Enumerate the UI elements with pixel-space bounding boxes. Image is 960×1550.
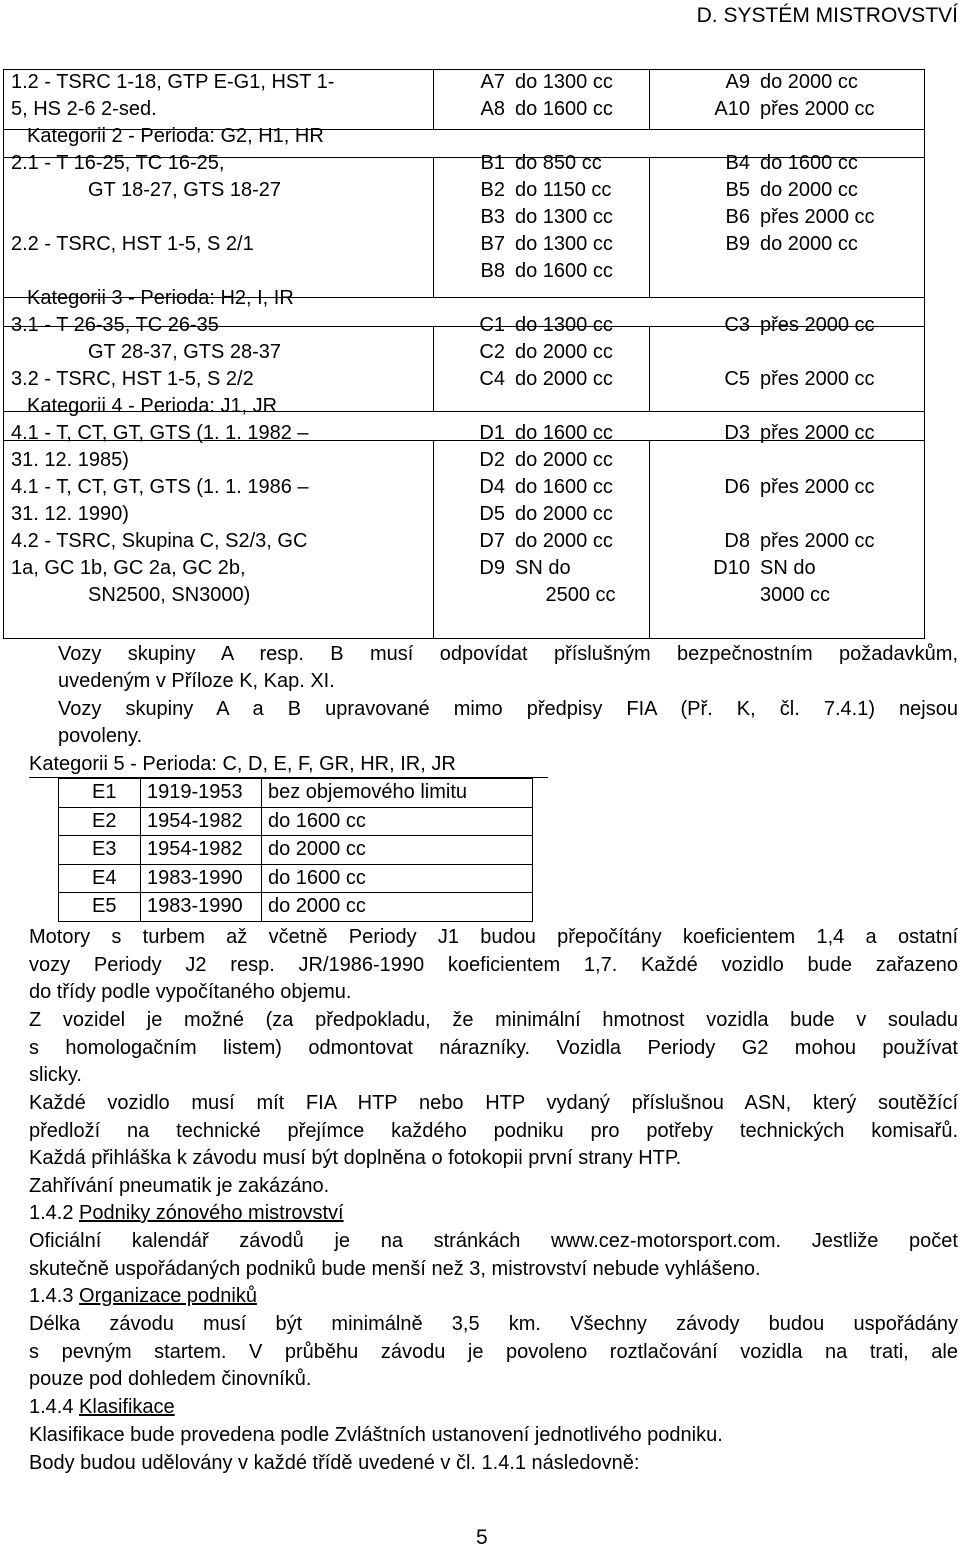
class-code: C4 [479, 368, 505, 390]
class-code [648, 393, 758, 420]
class-row [3, 150, 925, 177]
text-line: Motory s turbem až včetně Periody J1 budou přepočítány koeficientem 1,4 a ostatní [29, 926, 958, 948]
class-code: B3 [480, 206, 505, 228]
class-volume [758, 339, 925, 366]
class-volume: 3000 cc [760, 584, 831, 606]
class-desc: 1a, GC 1b, GC 2a, GC 2b, [11, 557, 246, 579]
text-line: předloží na technické přejímce každého podniku pro potřeby technických komisařů. [29, 1119, 958, 1142]
text-line: Každá přihláška k závodu musí být doplněna o fotokopii první strany HTP. [29, 1147, 682, 1170]
class-row [3, 177, 925, 204]
class-code [648, 285, 758, 312]
class-volume: přes 2000 cc [760, 476, 875, 498]
class-desc: 3.2 - TSRC, HST 1-5, S 2/2 [11, 368, 254, 390]
period-years: 1954-1982 [141, 836, 262, 865]
class-volume: do 2000 cc [515, 368, 613, 390]
class-row [3, 366, 925, 393]
class-code [433, 285, 513, 312]
class-volume: do 2000 cc [515, 341, 613, 363]
class-row [3, 231, 925, 258]
class-code: A8 [480, 98, 505, 120]
section-1-4-4-heading: 1.4.4 Klasifikace [29, 1396, 175, 1418]
category-5-row [59, 893, 533, 922]
class-volume: do 1600 cc [515, 260, 613, 282]
class-row [3, 96, 925, 123]
text-line: pouze pod dohledem činovníků. [29, 1368, 312, 1391]
class-volume: do 1300 cc [515, 314, 613, 336]
class-code [648, 582, 758, 609]
class-code: D10 [713, 557, 750, 579]
class-code: A7 [480, 71, 505, 93]
text-line: Body budou udělovány v každé třídě uvedené v čl. 1.4.1 následovně: [29, 1451, 640, 1474]
class-row [3, 420, 925, 447]
class-volume [513, 393, 648, 420]
class-code: B9 [725, 233, 750, 255]
class-row [3, 447, 925, 474]
class-volume: do 2000 cc [760, 71, 858, 93]
class-row [3, 528, 925, 555]
class-desc: 2.1 - T 16-25, TC 16-25, [11, 152, 225, 174]
class-desc: 5, HS 2-6 2-sed. [11, 98, 157, 120]
class-volume: do 1300 cc [515, 71, 613, 93]
paragraph-classification [29, 1422, 958, 1477]
class-row [3, 582, 925, 609]
section-1-4-2-heading: 1.4.2 Podniky zónového mistrovství [29, 1202, 344, 1224]
period-volume: do 1600 cc [262, 864, 533, 893]
class-volume [758, 285, 925, 312]
period-volume: do 2000 cc [262, 836, 533, 865]
class-volume: SN do [515, 557, 571, 579]
period-code: E3 [59, 836, 141, 865]
class-volume [513, 123, 648, 150]
class-code [648, 123, 758, 150]
category-5-table [58, 778, 533, 922]
class-volume [758, 501, 925, 528]
category-5-row [59, 779, 533, 808]
class-desc: 3.1 - T 26-35, TC 26-35 [11, 314, 219, 336]
period-years: 1983-1990 [141, 893, 262, 922]
class-table [3, 69, 925, 609]
class-code: D8 [724, 530, 750, 552]
class-desc: GT 18-27, GTS 18-27 [88, 179, 282, 201]
class-volume: do 1600 cc [760, 152, 858, 174]
class-code: A10 [714, 98, 750, 120]
period-years: 1919-1953 [141, 779, 262, 808]
category-5-row [59, 836, 533, 865]
class-desc: Kategorii 4 - Perioda: J1, JR [27, 395, 278, 417]
class-code [433, 582, 513, 609]
text-line: vozy Periody J2 resp. JR/1986-1990 koeficientem 1,7. Každé vozidlo bude zařazeno [29, 953, 958, 976]
period-volume: do 2000 cc [262, 893, 533, 922]
class-desc [3, 258, 433, 285]
text-line: s homologačním listem) odmontovat nárazníky. Vozidla Periody G2 mohou používat [29, 1036, 958, 1059]
class-desc: 31. 12. 1990) [11, 503, 129, 525]
paragraph-race-length [29, 1311, 958, 1394]
text-line: slicky. [29, 1064, 82, 1087]
text-line: Klasifikace bude provedena podle Zvláštních ustanovení jednotlivého podniku. [29, 1424, 723, 1446]
class-row [3, 204, 925, 231]
class-volume: do 850 cc [515, 152, 602, 174]
class-code: C3 [724, 314, 750, 336]
note-1: Vozy skupiny A resp. B musí odpovídat příslušným bezpečnostním požadavkům, uvedeným v Příloze K, Kap. XI. Vozy skupiny A a B upravované mimo předpisy FIA (Př. K, čl. 7.4.1) nejsou povoleny. [58, 643, 958, 747]
text-line: Z vozidel je možné (za předpokladu, že minimální hmotnost vozidla bude v souladu [29, 1009, 958, 1031]
class-code [648, 339, 758, 366]
class-volume [758, 123, 925, 150]
class-code: C2 [479, 341, 505, 363]
class-row [3, 258, 925, 285]
class-desc: 4.2 - TSRC, Skupina C, S2/3, GC [11, 530, 308, 552]
class-row [3, 69, 925, 96]
class-volume: do 2000 cc [760, 179, 858, 201]
category-5-heading: Kategorii 5 - Perioda: C, D, E, F, GR, HR, IR, JR [29, 753, 456, 775]
class-code: B2 [480, 179, 505, 201]
class-desc: Kategorii 2 - Perioda: G2, H1, HR [27, 125, 324, 147]
class-row [3, 285, 925, 312]
class-volume [758, 447, 925, 474]
class-code: D4 [479, 476, 505, 498]
period-volume: bez objemového limitu [262, 779, 533, 808]
class-code: C1 [479, 314, 505, 336]
class-volume: do 1600 cc [515, 476, 613, 498]
class-code: B7 [480, 233, 505, 255]
category-5-row [59, 807, 533, 836]
page-number: 5 [476, 1526, 488, 1549]
class-volume: do 1300 cc [515, 206, 613, 228]
class-code: D9 [479, 557, 505, 579]
class-volume: do 2000 cc [515, 530, 613, 552]
class-row [3, 393, 925, 420]
class-code [433, 123, 513, 150]
class-code: D6 [724, 476, 750, 498]
class-volume: přes 2000 cc [760, 98, 875, 120]
paragraph-htp [29, 1090, 958, 1200]
category-5-row [59, 864, 533, 893]
class-code: C5 [724, 368, 750, 390]
class-volume: do 1300 cc [515, 233, 613, 255]
class-volume: do 2000 cc [515, 449, 613, 471]
class-desc: GT 28-37, GTS 28-37 [88, 341, 282, 363]
class-volume: SN do [760, 557, 816, 579]
paragraph-turbo [29, 924, 958, 1007]
class-volume [758, 393, 925, 420]
class-desc: 4.1 - T, CT, GT, GTS (1. 1. 1986 – [11, 476, 309, 498]
class-code [433, 393, 513, 420]
class-volume: 2500 cc [545, 584, 616, 606]
period-code: E2 [59, 807, 141, 836]
period-years: 1983-1990 [141, 864, 262, 893]
class-row [3, 501, 925, 528]
class-volume [758, 258, 925, 285]
class-volume: do 1600 cc [515, 422, 613, 444]
class-desc: 31. 12. 1985) [11, 449, 129, 471]
running-header: D. SYSTÉM MISTROVSTVÍ [696, 4, 958, 27]
period-code: E4 [59, 864, 141, 893]
class-code: B6 [725, 206, 750, 228]
class-volume [513, 285, 648, 312]
period-code: E5 [59, 893, 141, 922]
text-line: Zahřívání pneumatik je zakázáno. [29, 1174, 330, 1197]
class-desc: 1.2 - TSRC 1-18, GTP E-G1, HST 1- [11, 71, 335, 93]
class-volume: přes 2000 cc [760, 314, 875, 336]
class-volume: přes 2000 cc [760, 368, 875, 390]
class-code: D1 [479, 422, 505, 444]
class-desc: 2.2 - TSRC, HST 1-5, S 2/1 [11, 233, 254, 255]
class-desc: 4.1 - T, CT, GT, GTS (1. 1. 1982 – [11, 422, 309, 444]
text-line: s pevným startem. V průběhu závodu je povoleno roztlačování vozidla na trati, ale [29, 1340, 958, 1363]
class-volume: přes 2000 cc [760, 206, 875, 228]
class-row [3, 555, 925, 582]
section-1-4-3-heading: 1.4.3 Organizace podniků [29, 1285, 257, 1307]
class-code: D3 [724, 422, 750, 444]
text-line: Každé vozidlo musí mít FIA HTP nebo HTP vydaný příslušnou ASN, který soutěžící [29, 1092, 958, 1114]
class-code [648, 501, 758, 528]
class-code: D7 [479, 530, 505, 552]
class-volume: do 2000 cc [760, 233, 858, 255]
text-line: do třídy podle vypočítaného objemu. [29, 981, 352, 1004]
class-code: B8 [480, 260, 505, 282]
paragraph-bumpers [29, 1007, 958, 1090]
class-volume: do 1600 cc [515, 98, 613, 120]
class-row [3, 123, 925, 150]
class-code: A9 [725, 71, 750, 93]
class-desc [3, 204, 433, 231]
class-code [648, 258, 758, 285]
text-line: Oficiální kalendář závodů je na stránkách www.cez-motorsport.com. Jestliže počet [29, 1230, 958, 1252]
text-line: Délka závodu musí být minimálně 3,5 km. Všechny závody budou uspořádány [29, 1313, 958, 1335]
class-volume: přes 2000 cc [760, 530, 875, 552]
period-years: 1954-1982 [141, 807, 262, 836]
text-line: skutečně uspořádaných podniků bude menší než 3, mistrovství nebude vyhlášeno. [29, 1257, 761, 1280]
class-code: B5 [725, 179, 750, 201]
class-volume: do 1150 cc [515, 179, 612, 201]
class-desc: SN2500, SN3000) [88, 584, 251, 606]
class-code: D5 [479, 503, 505, 525]
class-volume: přes 2000 cc [760, 422, 875, 444]
class-code: D2 [479, 449, 505, 471]
class-row [3, 474, 925, 501]
period-code: E1 [59, 779, 141, 808]
class-code [648, 447, 758, 474]
class-code: B4 [725, 152, 750, 174]
class-desc: Kategorii 3 - Perioda: H2, I, IR [27, 287, 294, 309]
class-row [3, 339, 925, 366]
period-volume: do 1600 cc [262, 807, 533, 836]
paragraph-calendar [29, 1228, 958, 1283]
class-volume: do 2000 cc [515, 503, 613, 525]
class-code: B1 [480, 152, 505, 174]
